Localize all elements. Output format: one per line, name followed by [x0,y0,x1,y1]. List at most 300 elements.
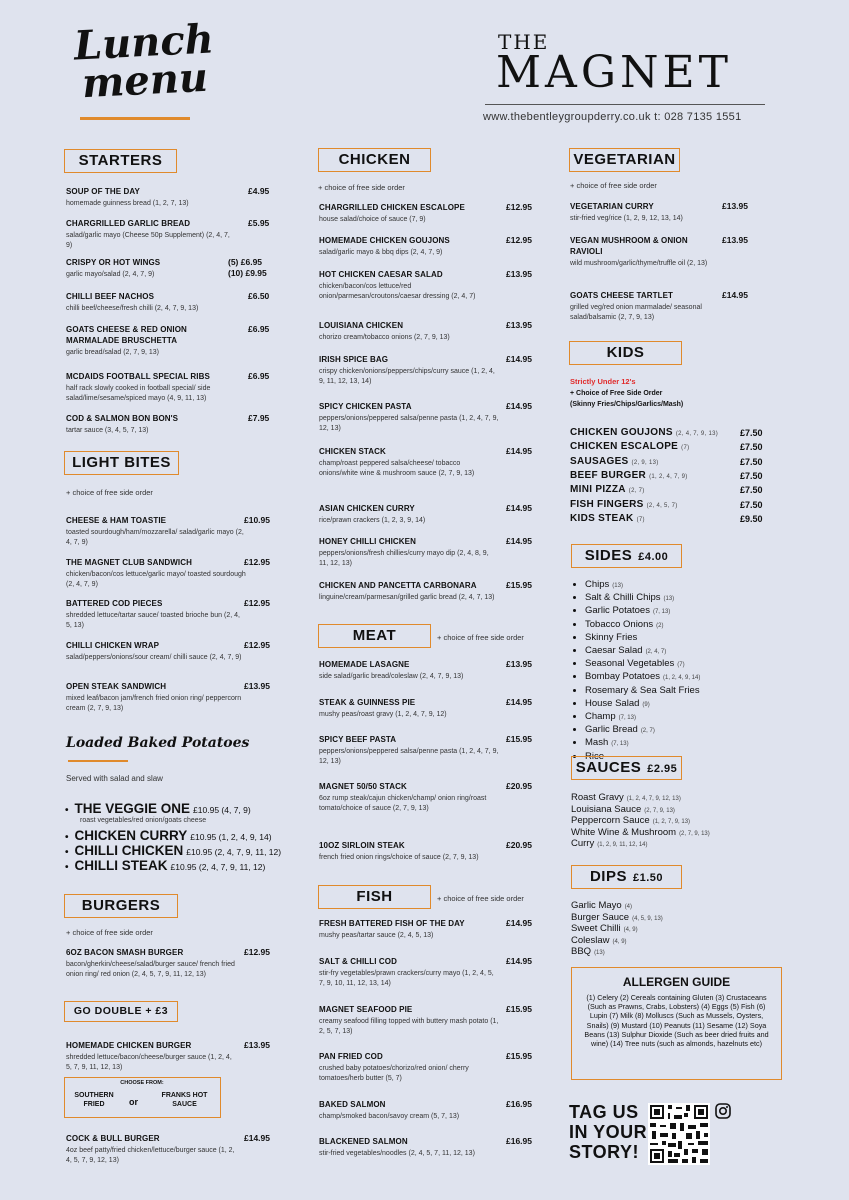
starters-item-name: COD & SALMON BON BON'S [66,414,179,423]
starters-item-price: £6.95 [248,371,270,381]
sides-item [585,685,703,698]
meat-item-price: £20.95 [506,781,532,791]
fish-item [319,1099,499,1122]
loaded-item-price: £10.95 (2, 4, 7, 9, 11, 12) [170,862,266,872]
light-item-price: £10.95 [244,515,270,525]
kids-item-price: £7.50 [740,470,763,481]
kids-item [570,470,688,481]
sides-item-name: Bombay Potatoes [585,671,660,683]
chicken-item [319,503,499,526]
meat-item-description: side salad/garlic bread/coleslaw (2, 4, 7, 9, 13) [319,673,464,680]
sides-list [585,579,703,764]
sides-item-allergens: (7, 13) [618,715,636,722]
brand-the: THE [498,30,550,54]
chicken-item-description: rice/prawn crackers (1, 2, 3, 9, 14) [319,517,426,524]
sides-item-name: House Salad [585,697,640,709]
meat-item-name: HOMEMADE LASAGNE [319,660,410,669]
option-southern-fried: SOUTHERN FRIED [74,1092,114,1108]
kids-item-allergens: (2, 4, 7, 9, 13) [675,431,719,437]
meat-note: + choice of free side order [437,633,524,642]
qr-code-icon[interactable] [648,1103,710,1165]
sauces-price: £2.95 [647,763,678,775]
starters-item [66,371,236,403]
starters-item-name: SOUP OF THE DAY [66,187,140,196]
light-item [66,557,246,589]
light-item-name: THE MAGNET CLUB SANDWICH [66,558,192,567]
meat-item [319,697,499,720]
fish-item-name: BAKED SALMON [319,1100,386,1109]
fish-item-description: stir-fry vegetables/prawn crackers/curry mayo (1, 2, 4, 5, 7, 9, 10, 11, 12, 13, 14) [319,970,494,987]
section-burgers: BURGERS [64,894,178,918]
sides-item-name: Garlic Bread [585,724,638,736]
starters-item [66,413,236,436]
chicken-item [319,235,499,258]
chicken-item-price: £14.95 [506,354,532,364]
kids-item-allergens: (2, 7) [628,488,645,495]
fish-item-description: champ/smoked bacon/savoy cream (5, 7, 13) [319,1113,460,1120]
light-item-description: mixed leaf/bacon jam/french fried onion ring/ peppercorn cream (2, 7, 9, 13) [66,695,242,712]
allergen-guide-text: (1) Celery (2) Cereals containing Gluten (3) Crustaceans (Such as Prawns, Crabs, Lobsters) (4) Eggs (5) Fish (6) Lupin (7) Milk (8) Molluscs (Such as Mussels, Oysters, Snails) (9) Mustard (10) Peanuts (11) Sesame (12) Soya Beans (13) Sulphur Dioxide (Such as beer dried fruits and wine) (14) Tree nuts (such as almonds, hazelnuts etc) [584,993,769,1049]
chicken-item [319,401,499,433]
sauces-item-name: Curry [571,838,595,849]
tag-us-text: TAG US IN YOUR STORY! [569,1102,648,1162]
or-label: or [129,1097,138,1107]
chicken-item-price: £14.95 [506,401,532,411]
loaded-underline [68,760,128,762]
sauces-item-allergens: (2, 7, 9, 13) [679,830,710,837]
starters-item-description: salad/garlic mayo (Cheese 50p Supplement) (2, 4, 7, 9) [66,232,230,249]
chicken-item-description: chicken/bacon/cos lettuce/red onion/parmesan/croutons/caesar dressing (2, 4, 7) [319,283,476,300]
starters-item-description: chilli beef/cheese/fresh chilli (2, 4, 7, 9, 13) [66,305,199,312]
fish-item-price: £15.95 [506,1051,532,1061]
starters-item [66,186,236,209]
sides-item [585,671,703,684]
chicken-item-name: IRISH SPICE BAG [319,355,389,364]
meat-item-price: £13.95 [506,659,532,669]
loaded-item-price: £10.95 (1, 2, 4, 9, 14) [190,832,272,842]
chicken-item-price: £13.95 [506,320,532,330]
kids-item-name: CHICKEN GOUJONS [570,427,673,438]
veg-item-name: VEGAN MUSHROOM & ONION RAVIOLI [570,236,688,256]
sides-item-name: Garlic Potatoes [585,605,650,617]
allergen-guide-box [571,967,782,1080]
chicken-item-description: chorizo cream/tobacco onions (2, 7, 9, 13) [319,334,450,341]
light-item-price: £12.95 [244,557,270,567]
starters-item-description: tartar sauce (3, 4, 5, 7, 13) [66,427,149,434]
chicken-item-description: peppers/onions/fresh chillies/curry mayo dip (2, 4, 8, 9, 11, 12, 13) [319,550,489,567]
chicken-item-description: champ/roast peppered salsa/cheese/ tobacco onions/white wine & mushroom sauce (2, 7, 9, 13) [319,460,475,477]
chicken-item-name: CHICKEN STACK [319,447,386,456]
chicken-item-price: £13.95 [506,269,532,279]
starters-item [66,257,236,280]
meat-item [319,781,499,813]
sauces-item [571,839,710,851]
loaded-item-price: £10.95 (2, 4, 7, 9, 11, 12) [186,847,282,857]
dips-item-name: BBQ [571,946,592,957]
starters-item-description: garlic bread/salad (2, 7, 9, 13) [66,349,159,356]
kids-item-price: £7.50 [740,499,763,510]
meat-item-name: SPICY BEEF PASTA [319,735,397,744]
kids-item-price: £7.50 [740,442,763,453]
fish-item-name: FRESH BATTERED FISH OF THE DAY [319,919,465,928]
section-starters: STARTERS [64,149,177,173]
light-item [66,598,246,630]
chicken-item-price: £14.95 [506,446,532,456]
sides-title: SIDES [584,547,633,564]
sauces-title: SAUCES [575,759,642,776]
kids-item-allergens: (1, 2, 4, 7, 9) [649,473,688,480]
sides-item-name: Rice [585,750,605,762]
loaded-item-name: CHICKEN CURRY [74,828,188,843]
loaded-item-description: roast vegetables/red onion/goats cheese [80,817,207,824]
chicken-item-description: house salad/choice of sauce (7, 9) [319,216,426,223]
starters-item-price: £4.95 [248,186,270,196]
starters-item-price: £5.95 [248,218,270,228]
meat-item [319,659,499,682]
sides-item-name: Champ [585,711,616,723]
sides-item-allergens: (13) [663,596,675,603]
meat-item-name: 10OZ SIRLOIN STEAK [319,841,405,850]
light-item [66,640,246,663]
sides-item-allergens: (1, 2, 4, 9, 14) [663,675,701,682]
sides-item-name: Seasonal Vegetables [585,658,675,670]
veg-item [570,235,710,269]
starters-item-description: half rack slowly cooked in football special/ side salad/lime/sesame/spiced mayo (4, 9, 11, 13) [66,385,211,402]
burgers-item-price: £12.95 [244,947,270,957]
light-item-name: OPEN STEAK SANDWICH [66,682,167,691]
dips-title: DIPS [589,868,627,885]
starters-item-description: homemade guinness bread (1, 2, 7, 13) [66,200,189,207]
sides-item [585,579,703,592]
fish-item-price: £15.95 [506,1004,532,1014]
veg-item-description: grilled veg/red onion marmalade/ seasonal salad/balsamic (2, 7, 9, 13) [570,304,702,321]
kids-item [570,456,659,467]
starters-item-name: CHARGRILLED GARLIC BREAD [66,219,191,228]
meat-item-description: peppers/onions/peppered salsa/penne pasta (1, 2, 4, 7, 9, 12, 13) [319,748,499,765]
title-underline [80,117,190,120]
starters-item-name: CHILLI BEEF NACHOS [66,292,155,301]
loaded-item-price: £10.95 (4, 7, 9) [193,805,251,815]
meat-item-price: £14.95 [506,697,532,707]
light-item-description: toasted sourdough/ham/mozzarella/ salad/garlic mayo (2, 4, 7, 9) [66,529,244,546]
veg-item-name: GOATS CHEESE TARTLET [570,291,674,300]
loaded-potatoes-title: Loaded Baked Potatoes [66,735,250,751]
loaded-item-name: CHILLI CHICKEN [74,843,184,858]
sides-item-allergens: (2, 7) [640,728,655,735]
veg-item-price: £14.95 [722,290,748,300]
loaded-bullet: • [65,805,69,816]
fish-item-description: creamy seafood filling topped with buttery mash potato (1, 2, 5, 7, 13) [319,1018,499,1035]
burgers-item [66,1133,236,1165]
kids-item-name: BEEF BURGER [570,469,647,481]
chicken-item [319,580,499,603]
chicken-item [319,269,499,301]
starters-item-price: £6.95 [248,324,270,334]
chicken-item-name: ASIAN CHICKEN CURRY [319,504,415,513]
go-double-badge: GO DOUBLE + £3 [64,1001,178,1022]
loaded-bullet: • [65,862,69,873]
dips-item-allergens: (13) [594,950,605,956]
kids-item [570,499,678,510]
dips-list [571,901,663,959]
fish-item-description: mushy peas/tartar sauce (2, 4, 5, 13) [319,932,434,939]
sides-item-name: Salt & Chilli Chips [585,592,661,604]
chicken-item [319,202,499,225]
chicken-item-name: LOUISIANA CHICKEN [319,321,404,330]
fish-item [319,1004,499,1036]
sides-item-name: Caesar Salad [585,645,643,657]
loaded-item [65,801,251,818]
section-light-bites: LIGHT BITES [64,451,179,475]
chicken-item-name: CHARGRILLED CHICKEN ESCALOPE [319,203,465,212]
loaded-item-name: CHILLI STEAK [74,858,168,873]
burgers-item-name: 6OZ BACON SMASH BURGER [66,948,184,957]
brand-divider [485,104,765,105]
sides-item-allergens: (7, 13) [652,609,671,616]
chicken-item-price: £14.95 [506,536,532,546]
section-kids: KIDS [569,341,682,365]
dips-item-allergens: (4, 5, 9, 13) [632,915,663,922]
sauces-item-allergens: (1, 2, 9, 11, 12, 14) [597,842,648,848]
veg-item-description: stir-fried veg/rice (1, 2, 9, 12, 13, 14) [570,215,683,222]
burgers-item-name: COCK & BULL BURGER [66,1134,160,1143]
section-sides [571,544,682,568]
chicken-item [319,536,499,568]
starters-item-name: CRISPY OR HOT WINGS [66,258,161,267]
light-item-price: £13.95 [244,681,270,691]
burgers-note: + choice of free side order [66,928,153,937]
fish-item-name: PAN FRIED COD [319,1052,383,1061]
section-dips [571,865,682,889]
loaded-bullet: • [65,847,69,858]
dips-item [571,947,663,959]
kids-item-allergens: (7) [681,445,690,452]
section-chicken: CHICKEN [318,148,431,172]
chicken-item-price: £14.95 [506,503,532,513]
kids-item-allergens: (2, 9, 13) [631,459,659,466]
meat-item-description: mushy peas/roast gravy (1, 2, 4, 7, 9, 12) [319,711,447,718]
starters-item-description: garlic mayo/salad (2, 4, 7, 9) [66,271,155,278]
chicken-item-description: linguine/cream/parmesan/grilled garlic bread (2, 4, 7, 13) [319,594,495,601]
fish-item-name: SALT & CHILLI COD [319,957,397,966]
meat-item-description: 6oz rump steak/cajun chicken/champ/ onion ring/roast tomato/choice of sauce (2, 7, 9, 13) [319,795,487,812]
starters-item [66,291,236,314]
light-item [66,681,246,713]
sauces-item-name: Louisiana Sauce [571,803,642,815]
burgers-item-description: 4oz beef patty/fried chicken/lettuce/burger sauce (1, 2, 4, 5, 7, 9, 12, 13) [66,1147,235,1164]
chicken-item-name: CHICKEN AND PANCETTA CARBONARA [319,581,477,590]
kids-item-price: £7.50 [740,428,763,438]
section-meat: MEAT [318,624,431,648]
kids-item [570,484,645,495]
section-sauces [571,756,682,780]
burgers-item [66,1040,236,1072]
kids-item-allergens: (2, 4, 5, 7) [646,502,678,509]
loaded-item [65,858,265,875]
choose-from-box [64,1077,221,1118]
sauces-item-name: Roast Gravy [571,792,624,803]
meat-item [319,840,499,863]
light-item-price: £12.95 [244,640,270,650]
sides-item [585,619,703,632]
dips-item-name: Coleslaw [571,934,610,946]
fish-item-description: stir-fried vegetables/noodles (2, 4, 5, 7, 11, 12, 13) [319,1150,475,1157]
allergen-guide-title: ALLERGEN GUIDE [622,975,731,989]
kids-item-price: £7.50 [740,485,763,496]
kids-item [570,513,645,524]
sides-item [585,645,703,658]
sides-item-name: Rosemary & Sea Salt Fries [585,684,700,696]
sides-item-name: Mash [585,737,609,749]
light-item-name: CHEESE & HAM TOASTIE [66,516,167,525]
burgers-item-description: bacon/gherkin/cheese/salad/burger sauce/ french fried onion ring/ red onion (2, 4, 5, 7, 9, 11, 12, 13) [66,961,235,978]
chicken-item-description: salad/garlic mayo & bbq dips (2, 4, 7, 9) [319,249,443,256]
meat-item-price: £15.95 [506,734,532,744]
chicken-item [319,354,499,386]
loaded-bullet: • [65,832,69,843]
dips-item-name: Garlic Mayo [571,900,622,911]
sides-item [585,605,703,618]
burgers-item [66,947,236,979]
sides-item [585,632,703,645]
kids-item-allergens: (7) [636,516,645,523]
brand-magnet: MAGNET [496,47,732,98]
kids-side-note: + Choice of Free Side Order [570,390,663,397]
sides-item [585,658,703,671]
meat-item [319,734,499,766]
sauces-item-allergens: (1, 2, 4, 7, 9, 12, 13) [626,796,681,802]
kids-item-name: MINI PIZZA [570,484,626,496]
loaded-note: Served with salad and slaw [66,774,163,783]
chicken-item [319,446,499,478]
chicken-note: + choice of free side order [318,183,405,192]
veg-item-name: VEGETARIAN CURRY [570,202,654,211]
fish-item-name: MAGNET SEAFOOD PIE [319,1005,413,1014]
sides-item-allergens: (13) [612,583,623,589]
dips-item-name: Burger Sauce [571,911,630,923]
section-fish: FISH [318,885,431,909]
sides-item [585,698,703,711]
sides-item-allergens: (7, 13) [611,741,629,748]
chicken-item-name: HONEY CHILLI CHICKEN [319,537,416,546]
starters-item-name: MCDAIDS FOOTBALL SPECIAL RIBS [66,372,210,381]
dips-price: £1.50 [632,872,664,884]
chicken-item-name: HOMEMADE CHICKEN GOUJONS [319,236,450,245]
starters-item [66,218,236,250]
light-item-description: salad/peppers/onions/sour cream/ chilli sauce (2, 4, 7, 9) [66,654,242,661]
starters-item [66,324,236,358]
kids-age-note: Strictly Under 12's [570,377,636,386]
dips-item-allergens: (4, 9) [612,938,627,945]
sides-item-allergens: (7) [677,662,685,669]
burgers-item-name: HOMEMADE CHICKEN BURGER [66,1041,192,1050]
fish-item-price: £14.95 [506,956,532,966]
fish-item [319,956,499,988]
sides-price: £4.00 [638,551,669,563]
sauces-item-name: Peppercorn Sauce [571,815,650,826]
veg-item-price: £13.95 [722,235,748,245]
dips-item-allergens: (4, 9) [623,927,638,933]
dips-item-name: Sweet Chilli [571,923,621,934]
brand-website: www.thebentleygroupderry.co.uk t: 028 7135 1551 [483,111,742,123]
sides-item-allergens: (2, 4, 7) [645,649,667,656]
sauces-list [571,793,710,851]
burgers-item-price: £13.95 [244,1040,270,1050]
sides-item [585,737,703,750]
chicken-item-name: SPICY CHICKEN PASTA [319,402,412,411]
starters-item-name: GOATS CHEESE & RED ONION MARMALADE BRUSCHETTA [66,325,187,345]
light-bites-note: + choice of free side order [66,488,153,497]
light-item-name: CHILLI CHICKEN WRAP [66,641,160,650]
chicken-item-name: HOT CHICKEN CAESAR SALAD [319,270,443,279]
sides-item-allergens: (9) [642,701,650,708]
light-item-price: £12.95 [244,598,270,608]
chicken-item-price: £12.95 [506,235,532,245]
burgers-item-price: £14.95 [244,1133,270,1143]
fish-item [319,1051,499,1083]
fish-item-price: £16.95 [506,1099,532,1109]
sides-item-name: Chips [585,579,610,590]
kids-item [570,427,718,438]
light-item [66,515,246,547]
chicken-item-price: £12.95 [506,202,532,212]
meat-item-name: MAGNET 50/50 STACK [319,782,407,791]
kids-item-name: KIDS STEAK [570,512,634,524]
veg-item [570,290,710,322]
light-item-description: shredded lettuce/tartar sauce/ toasted brioche bun (2, 4, 5, 13) [66,612,240,629]
kids-item-price: £7.50 [740,456,763,467]
kids-side-options: (Skinny Fries/Chips/Garlics/Mash) [570,401,684,408]
kids-item-price: £9.50 [740,513,763,524]
sauces-item-allergens: (2, 7, 9, 13) [644,807,675,814]
fish-item-description: crushed baby potatoes/chorizo/red onion/ cherry tomatoes/herb butter (5, 7) [319,1065,469,1082]
loaded-item-name: THE VEGGIE ONE [74,801,191,816]
sides-item-name: Tobacco Onions [585,618,654,630]
option-franks-hot-sauce: FRANKS HOT SAUCE [161,1092,208,1108]
chicken-item-price: £15.95 [506,580,532,590]
chicken-item [319,320,499,343]
kids-item-name: FISH FINGERS [570,498,644,510]
starters-item-price: £7.95 [248,413,270,423]
kids-item-name: SAUSAGES [570,455,629,467]
burgers-item-description: shredded lettuce/bacon/cheese/burger sauce (1, 2, 4, 5, 7, 9, 11, 12, 13) [66,1054,232,1071]
starters-item-price: (5) £6.95 [228,257,263,267]
starters-item-price: (10) £9.95 [228,268,267,278]
sauces-item-allergens: (1, 2, 7, 9, 13) [652,819,691,825]
sides-item [585,724,703,737]
sauces-item-name: White Wine & Mushroom [571,826,677,838]
light-item-description: chicken/bacon/cos lettuce/garlic mayo/ toasted sourdough (2, 4, 7, 9) [66,571,246,588]
fish-item [319,1136,499,1159]
fish-item-name: BLACKENED SALMON [319,1137,408,1146]
instagram-icon[interactable] [715,1103,731,1119]
light-item-name: BATTERED COD PIECES [66,599,163,608]
veg-item-price: £13.95 [722,201,748,211]
sides-item-allergens: (2) [656,622,664,629]
lunch-menu-title: Lunch menu [72,15,215,108]
meat-item-description: french fried onion rings/choice of sauce (2, 7, 9, 13) [319,854,479,861]
starters-item-price: £6.50 [248,291,270,301]
meat-item-name: STEAK & GUINNESS PIE [319,698,416,707]
chicken-item-description: peppers/onions/peppered salsa/penne pasta (1, 2, 4, 7, 9, 12, 13) [319,415,499,432]
dips-item-allergens: (4) [624,904,633,910]
vegetarian-note: + choice of free side order [570,181,657,190]
sides-item [585,592,703,605]
sides-item-name: Skinny Fries [585,631,638,643]
choose-from-label: CHOOSE FROM: [120,1080,164,1086]
chicken-item-description: crispy chicken/onions/peppers/chips/curry sauce (1, 2, 4, 9, 11, 12, 13, 14) [319,368,495,385]
fish-note: + choice of free side order [437,894,524,903]
